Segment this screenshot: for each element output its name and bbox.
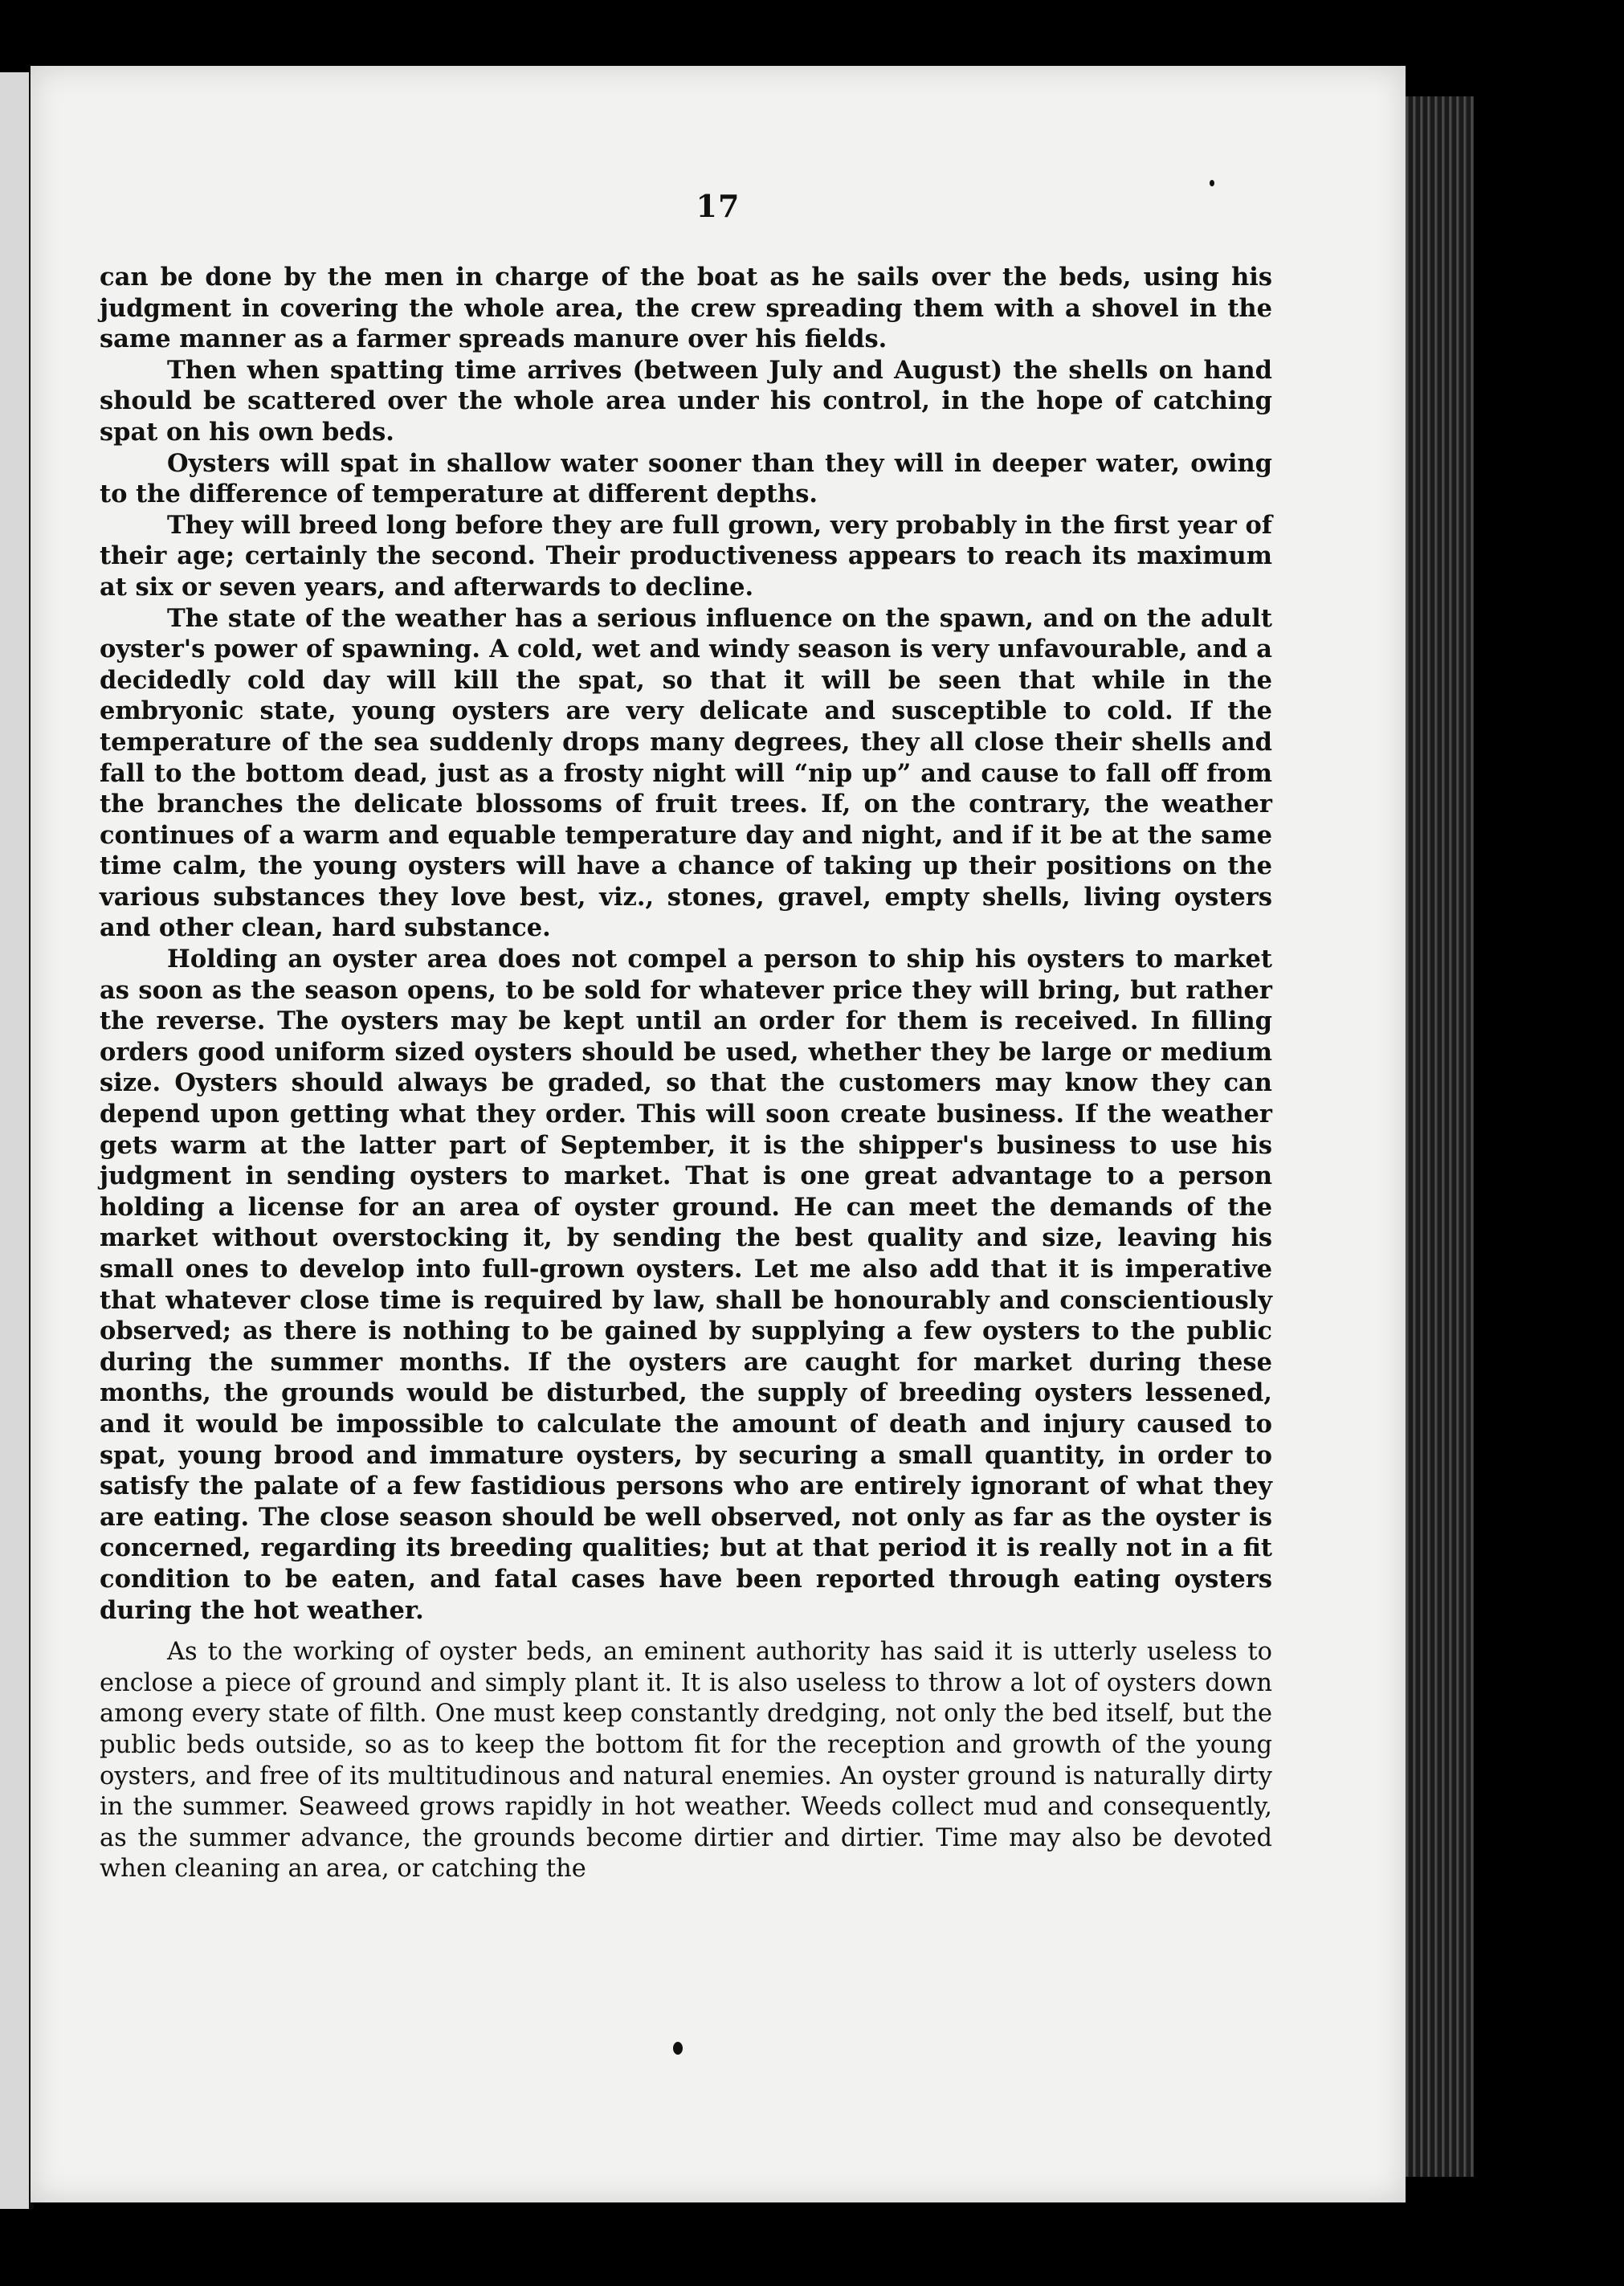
paragraph-gap: [100, 1626, 1272, 1637]
ink-speck: [673, 2042, 683, 2055]
body-text: [100, 262, 1272, 1885]
ink-speck: [1210, 180, 1214, 186]
paragraph-weather-influence: The state of the weather has a serious influence on the spawn, and on the adult oyster's power of spawning. A cold, wet and windy season is very unfavourable, and a decidedly cold day will kill the spat, so that it will be seen that while in the embryonic state, young oysters are very delicate and susceptible to cold. If the temperature of the sea suddenly drops many degrees, they all close their shells and fall to the bottom dead, just as a frosty night will “nip up” and cause to fall off from the branches the delicate blossoms of fruit trees. If, on the contrary, the weather continues of a warm and equable temperature day and night, and if it be at the same time calm, the young oysters will have a chance of taking up their positions on the various substances they love best, viz., stones, gravel, empty shells, living oysters and other clean, hard substance.: [100, 603, 1272, 943]
paragraph-holding-area: Holding an oyster area does not compel a person to ship his oysters to market as soon as the season opens, to be sold for whatever price they will bring, but rather the reverse. The oysters may be kept until an order for them is received. In filling orders good uniform sized oysters should be used, whether they be large or medium size. Oysters should always be graded, so that the customers may know they can depend upon getting what they order. This will soon create business. If the weather gets warm at the latter part of September, it is the shipper's business to use his judgment in sending oysters to market. That is one great advantage to a person holding a license for an area of oyster ground. He can meet the demands of the market without overstocking it, by sending the best quality and size, leaving his small ones to develop into full-grown oysters. Let me also add that it is imperative that whatever close time is required by law, shall be honourably and conscientiously observed; as there is nothing to be gained by supplying a few oysters to the public during the summer months. If the oysters are caught for market during these months, the grounds would be disturbed, the supply of breeding oysters lessened, and it would be impossible to calculate the amount of death and injury caused to spat, young brood and immature oysters, by securing a small quantity, in order to satisfy the palate of a few fastidious persons who are entirely ignorant of what they are eating. The close season should be well observed, not only as far as the oyster is concerned, regarding its breeding qualities; but at that period it is really not in a fit condition to be eaten, and fatal cases have been reported through eating oysters during the hot weather.: [100, 945, 1272, 1625]
page-stack-edge: [1402, 96, 1474, 2177]
paragraph-working-beds: As to the working of oyster beds, an eminent authority has said it is utterly useless to enclose a piece of ground and simply plant it. It is also useless to throw a lot of oysters down among every state of filth. One must keep constantly dredging, not only the bed itself, but the public beds outside, so as to keep the bottom fit for the reception and growth of the young oysters, and free of its multitudinous and natural enemies. An oyster ground is naturally dirty in the summer. Seaweed grows rapidly in hot weather. Weeds collect mud and consequently, as the summer advance, the grounds become dirtier and dirtier. Time may also be devoted when cleaning an area, or catching the: [100, 1638, 1272, 1884]
paragraph-spatting-time: Then when spatting time arrives (between July and August) the shells on hand should be scattered over the whole area under his control, in the hope of catching spat on his own beds.: [100, 355, 1272, 447]
page-number: 17: [696, 188, 741, 224]
paragraph-breeding-age: They will breed long before they are full grown, very probably in the first year of their age; certainly the second. Their productiveness appears to reach its maximum at six or seven years, and afterwards to decline.: [100, 510, 1272, 602]
paragraph-shallow-water: Oysters will spat in shallow water sooner than they will in deeper water, owing to the difference of temperature at different depths.: [100, 448, 1272, 509]
book-page: [31, 66, 1406, 2202]
paragraph-continuation: can be done by the men in charge of the boat as he sails over the beds, using his judgment in covering the whole area, the crew spreading them with a shovel in the same manner as a farmer spreads manure over his fields.: [100, 263, 1272, 354]
previous-page-edge: [0, 72, 34, 2209]
